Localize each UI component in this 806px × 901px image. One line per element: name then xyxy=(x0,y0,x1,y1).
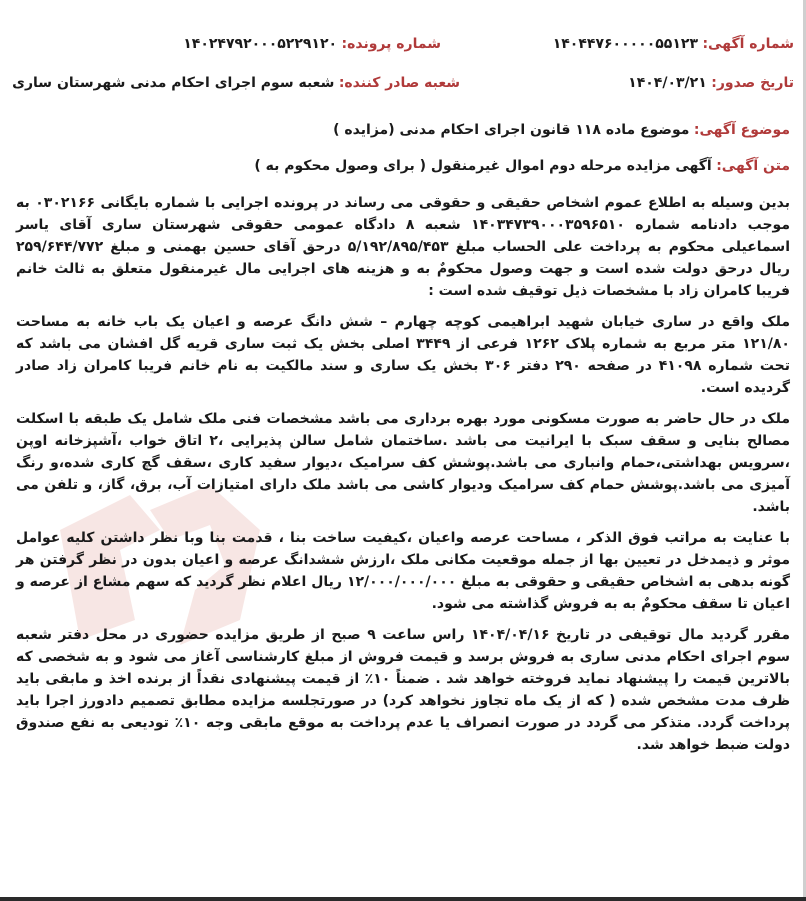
text-label: متن آگهی: xyxy=(716,158,790,174)
notice-body xyxy=(16,192,790,765)
notice-text-header xyxy=(254,158,790,174)
ad-number-label: شماره آگهی: xyxy=(702,36,794,52)
issue-date-label: تاریخ صدور: xyxy=(711,75,794,91)
subject-label: موضوع آگهی: xyxy=(693,122,790,138)
ad-number xyxy=(553,36,794,52)
paragraph-valuation: با عنایت به مراتب فوق الذکر ، مساحت عرصه واعیان ،کیفیت ساخت بنا ، قدمت بنا وبا نظر داشتن کلیه عوامل موثر و ذیمدخل در تعیین بها از جمله موقعیت مکانی ملک ،ارزش ششدانگ عرصه و اعیان بدون در نظر گرفتن هر گونه بدهی به اشخاص حقیقی و حقوقی به مبلغ ۱۲/۰۰۰/۰۰۰/۰۰۰ ریال اعلام نظر گردید که سهم مشاع از عرصه و اعیان تا سقف محکومٌ به به فروش گذاشته می شود. xyxy=(16,530,791,612)
issuer xyxy=(12,75,460,91)
paragraph-property-specs: ملک در حال حاضر به صورت مسکونی مورد بهره برداری می باشد مشخصات فنی ملک شامل یک طبقه با اسکلت مصالح بنایی و سقف سبک با ایرانیت می باشد .ساختمان شامل سالن پذیرایی ،۲ اتاق خواب ،آشپزخانه اوپن ،سرویس بهداشتی،حمام وانباری می باشد.پوشش کف سرامیک ،دیوار سفید کاری ،سقف گچ کاری شده،و رنگ آمیزی می باشد.پوشش حمام کف سرامیک ودیوار کاشی می باشد ملک دارای امتیازات آب، برق، گاز، و تلفن می باشد. xyxy=(16,411,790,515)
subject xyxy=(333,122,790,138)
ad-number-value: ۱۴۰۴۴۷۶۰۰۰۰۰۵۵۱۲۳ xyxy=(552,36,698,52)
subject-value: موضوع ماده ۱۱۸ قانون اجرای احکام مدنی (مزایده ) xyxy=(333,122,690,138)
issuer-label: شعبه صادر کننده: xyxy=(338,75,460,91)
issue-date-value: ۱۴۰۴/۰۳/۲۱ xyxy=(628,75,707,91)
paragraph-intro: بدین وسیله به اطلاع عموم اشخاص حقیقی و حقوقی می رساند در پرونده اجرایی با شماره بایگانی ۰۳۰۲۱۶۶ به موجب دادنامه شماره ۱۴۰۳۴۷۳۹۰۰۰۳۵۹۶۵۱۰ شعبه ۸ دادگاه عمومی حقوقی شهرستان ساری آقای یاسر اسماعیلی محکوم به پرداخت علی الحساب مبلغ ۵/۱۹۲/۸۹۵/۴۵۳ درحق آقای حسین بهمنی و مبلغ ۲۵۹/۶۴۴/۷۷۲ ریال درحق دولت شده است و جهت وصول محکومٌ به و هزینه های اجرایی مال غیرمنقول متعلق به ثالث خانم فریبا کامران زاد با مشخصات ذیل توقیف شده است : xyxy=(16,195,791,299)
issuer-value: شعبه سوم اجرای احکام مدنی شهرستان ساری xyxy=(12,75,335,91)
file-number-value: ۱۴۰۲۴۷۹۲۰۰۰۵۲۲۹۱۲۰ xyxy=(183,36,338,52)
paragraph-property-location: ملک واقع در ساری خیابان شهید ابراهیمی کوچه چهارم – شش دانگ عرصه و اعیان یک باب خانه به مساحت ۱۲۱/۸۰ متر مربع به شماره پلاک ۱۲۶۲ فرعی از ۳۴۴۹ اصلی بخش یک ثبت ساری قریه گل افشان می باشد که تحت شماره ۴۱۰۹۸ در صفحه ۲۹۰ دفتر ۳۰۶ بخش یک ساری و سند مالکیت به نام خانم فریبا کامران زاد صادر گردیده است. xyxy=(16,314,790,396)
issue-date xyxy=(628,75,794,91)
file-number xyxy=(183,36,441,52)
page-border-bottom xyxy=(0,897,806,901)
paragraph-auction-terms: مقرر گردید مال توقیفی در تاریخ ۱۴۰۴/۰۴/۱۶ راس ساعت ۹ صبح از طریق مزایده حضوری در محل دفتر شعبه سوم اجرای احکام مدنی ساری به فروش برسد و قیمت فروش از مبلغ کارشناسی آغاز می شود و به شخصی که بالاترین قیمت را پیشنهاد نماید فروخته خواهد شد . ضمناً ۱۰٪ از قیمت پیشنهادی نقداً از برنده اخذ و مابقی باید ظرف مدت مشخص شده ( که از یک ماه تجاوز نخواهد کرد) در صورتجلسه مزایده مطابق تصمیم دادورز اجرا باید پرداخت گردد. متذکر می گردد در صورت انصراف یا عدم پرداخت به موقع مابقی وجه ۱۰٪ تودیعی به نفع صندوق دولت ضبط خواهد شد. xyxy=(16,627,790,753)
file-number-label: شماره پرونده: xyxy=(341,36,441,52)
text-value: آگهی مزایده مرحله دوم اموال غیرمنقول ( برای وصول محکوم به ) xyxy=(254,158,712,174)
